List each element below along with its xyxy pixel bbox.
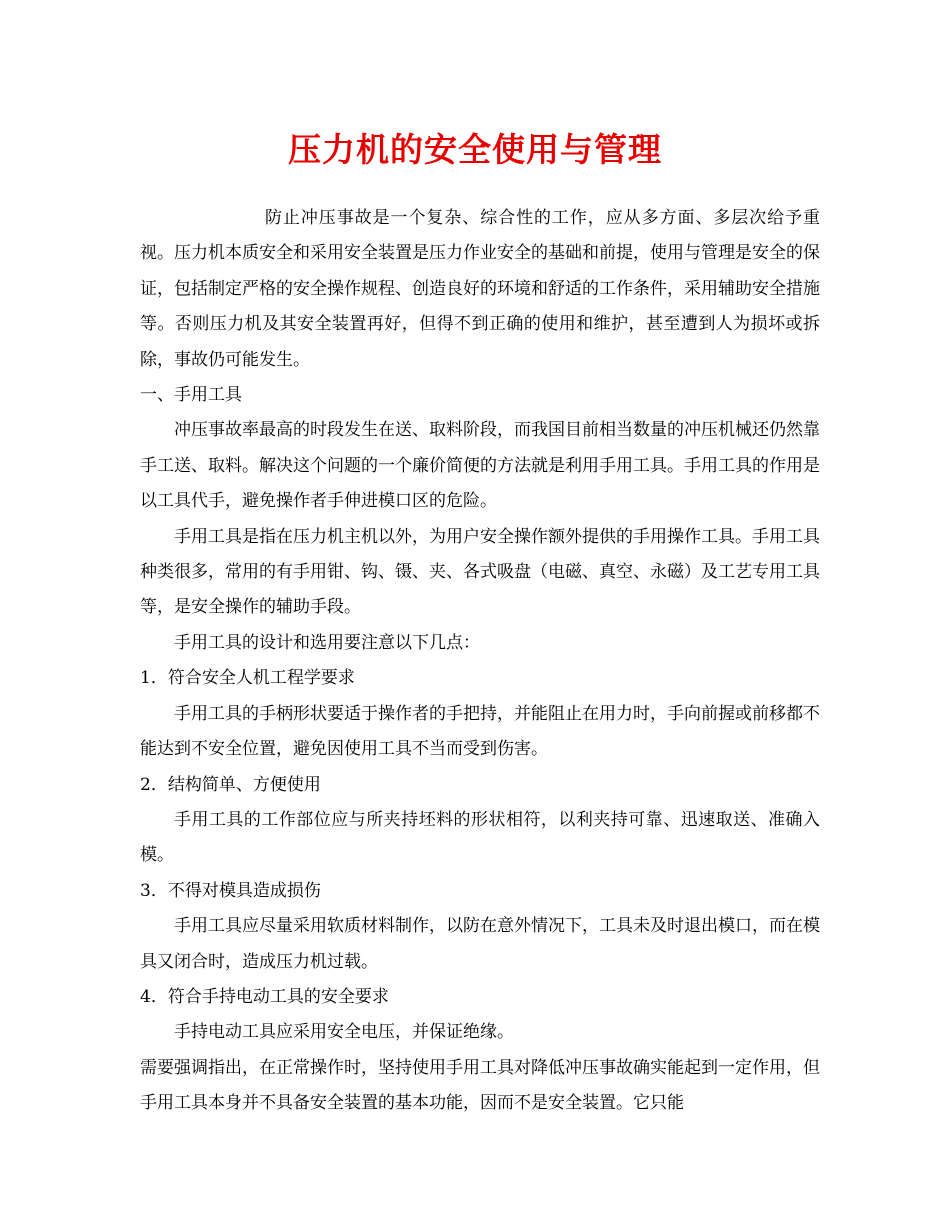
list-item-heading: 4．符合手持电动工具的安全要求 bbox=[140, 986, 389, 1007]
list-item-heading: 1．符合安全人机工程学要求 bbox=[140, 668, 355, 689]
paragraph-intro: 防止冲压事故是一个复杂、综合性的工作，应从多方面、多层次给予重视。压力机本质安全和采用安全装置是压力作业安全的基础和前提，使用与管理是安全的保证，包括制定严格的安全操作规程、创造良好的环境和舒适的工作条件，采用辅助安全措施等。否则压力机及其安全装置再好，但得不到正确的使用和维护，甚至遭到人为损坏或拆除，事故仍可能发生。 bbox=[140, 208, 820, 370]
paragraph: 手用工具的工作部位应与所夹持坯料的形状相符，以利夹持可靠、迅速取送、准确入模。 bbox=[140, 809, 820, 866]
section-heading-hand-tools: 一、手用工具 bbox=[140, 385, 242, 406]
paragraph: 手用工具的设计和选用要注意以下几点： bbox=[174, 632, 480, 653]
list-item-heading: 2．结构简单、方便使用 bbox=[140, 774, 321, 795]
paragraph: 手持电动工具应采用安全电压，并保证绝缘。 bbox=[174, 1022, 514, 1043]
list-item-heading: 3．不得对模具造成损伤 bbox=[140, 880, 321, 901]
document-title: 压力机的安全使用与管理 bbox=[288, 130, 662, 169]
paragraph: 手用工具是指在压力机主机以外，为用户安全操作额外提供的手用操作工具。手用工具种类很多，常用的有手用钳、钩、镊、夹、各式吸盘（电磁、真空、永磁）及工艺专用工具等，是安全操作的辅助手段。 bbox=[140, 526, 820, 618]
paragraph-note: 需要强调指出，在正常操作时，坚持使用手用工具对降低冲压事故确实能起到一定作用，但手用工具本身并不具备安全装置的基本功能，因而不是安全装置。它只能 bbox=[140, 1057, 820, 1114]
paragraph: 冲压事故率最高的时段发生在送、取料阶段，而我国目前相当数量的冲压机械还仍然靠手工送、取料。解决这个问题的一个廉价简便的方法就是利用手用工具。手用工具的作用是以工具代手，避免操作者手伸进模口区的危险。 bbox=[140, 420, 820, 512]
document-body bbox=[140, 201, 820, 1122]
paragraph: 手用工具应尽量采用软质材料制作，以防在意外情况下，工具未及时退出模口，而在模具又闭合时，造成压力机过载。 bbox=[140, 916, 820, 972]
paragraph: 手用工具的手柄形状要适于操作者的手把持，并能阻止在用力时，手向前握或前移都不能达到不安全位置，避免因使用工具不当而受到伤害。 bbox=[140, 703, 820, 760]
